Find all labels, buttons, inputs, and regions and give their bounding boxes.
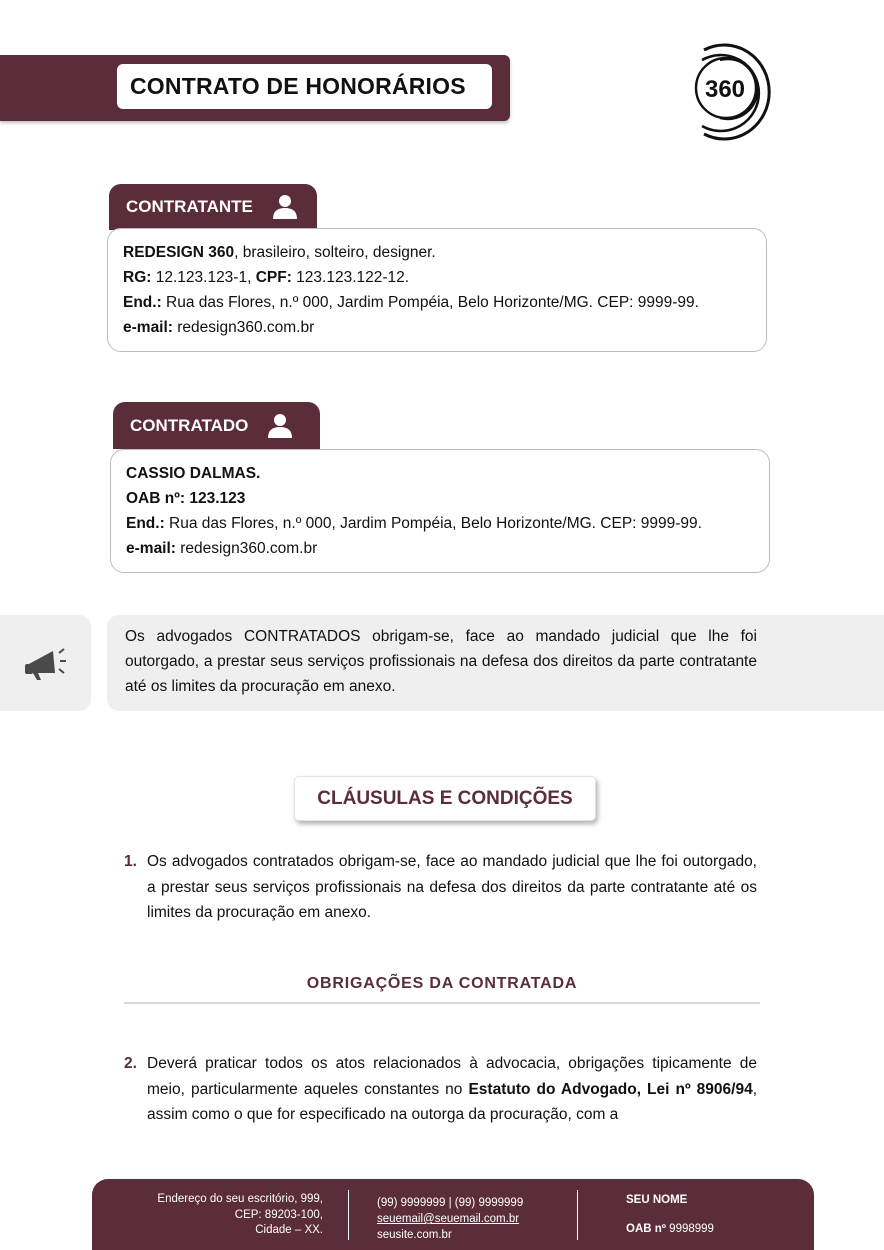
cpf-label: CPF: [255,269,292,286]
footer-email-link[interactable]: seuemail@seuemail.com.br [377,1213,520,1225]
footer-site-link[interactable]: seusite.com.br [377,1229,452,1241]
address-value: Rua das Flores, n.º 000, Jardim Pompéia, Belo Horizonte/MG. CEP: 9999-99. [164,515,702,532]
contratante-name-line [123,240,751,265]
address-label: End.: [123,294,162,311]
clause-text: Os advogados contratados obrigam-se, face ao mandado judicial que lhe foi outorgado, a prestar seus serviços profissionais na defesa dos direitos da parte contratante até os limites da procuração em anexo. [147,853,757,921]
cpf-value: 123.123.122-12. [291,269,410,286]
contratado-address-line [126,511,754,536]
email-value: redesign360.com.br [172,319,315,336]
contratado-email-line [126,536,754,561]
email-label: e-mail: [123,319,173,336]
address-value: Rua das Flores, n.º 000, Jardim Pompéia, Belo Horizonte/MG. CEP: 9999-99. [161,294,699,311]
clause-item [124,849,757,926]
contratante-address-line [123,290,751,315]
rg-value: 12.123.123-1, [151,269,256,286]
title-box [117,64,492,109]
clauses-heading [294,776,596,821]
contratado-oab: OAB nº: 123.123 [126,490,246,507]
logo [682,30,782,146]
contratado-name: CASSIO DALMAS. [126,465,261,482]
contratante-doc-line [123,265,751,290]
address-line: Endereço do seu escritório, 999, [157,1193,323,1205]
logo-text: 360 [704,76,746,103]
clause-text-part: , assim como o que for especificado na outorga da procuração, com a [147,1080,758,1123]
footer-phones: (99) 9999999 | (99) 9999999 [377,1197,524,1209]
user-icon [271,193,299,221]
address-line: Cidade – XX. [255,1224,323,1236]
footer-name: SEU NOME [626,1194,688,1206]
footer-contact [377,1195,523,1243]
megaphone-icon [23,643,69,683]
notice-panel [107,615,884,711]
contratante-email-line [123,315,751,340]
contratado-tab-label: CONTRATADO [130,415,249,435]
logo-360-icon [682,30,782,146]
rg-label: RG: [123,269,152,286]
email-label: e-mail: [126,540,176,557]
clause-text-part: Deverá praticar todos os atos relacionados à advocacia, obrigações tipicamente de meio, particularmente aqueles constantes no [147,1055,757,1098]
clauses-heading-text: CLÁUSULAS E CONDIÇÕES [317,787,573,809]
email-value: redesign360.com.br [175,540,318,557]
clause-item [124,1051,757,1128]
footer-divider [577,1190,578,1240]
notice-icon-panel [0,615,91,711]
divider [124,1002,760,1004]
clause-text [147,1051,757,1128]
user-icon [266,412,294,440]
law-reference: Estatuto do Advogado, Lei nº 8906/94 [468,1080,753,1098]
contratante-tab [109,184,317,230]
contratante-tab-label: CONTRATANTE [126,197,253,216]
clause-number: 1. [124,853,137,870]
obligations-heading: OBRIGAÇÕES DA CONTRATADA [306,975,578,992]
contratante-card [107,228,767,352]
page-title: CONTRATO DE HONORÁRIOS [130,73,466,99]
footer [92,1179,814,1250]
oab-label: OAB nº [626,1223,666,1235]
footer-address [132,1192,323,1239]
address-label: End.: [126,515,165,532]
contratante-details: , brasileiro, solteiro, designer. [234,244,436,261]
clause-number: 2. [124,1055,137,1072]
footer-oab [626,1223,714,1235]
notice-text: Os advogados CONTRATADOS obrigam-se, face ao mandado judicial que lhe foi outorgado, a prestar seus serviços profissionais na defesa dos direitos da parte contratante até os limites da procuração em anexo. [125,628,757,695]
address-line: CEP: 89203-100, [234,1208,323,1221]
contratado-tab [113,402,320,449]
footer-divider [348,1190,349,1240]
contratado-card [110,449,770,573]
oab-value: 9998999 [665,1223,714,1235]
contratante-name: REDESIGN 360 [123,244,235,261]
